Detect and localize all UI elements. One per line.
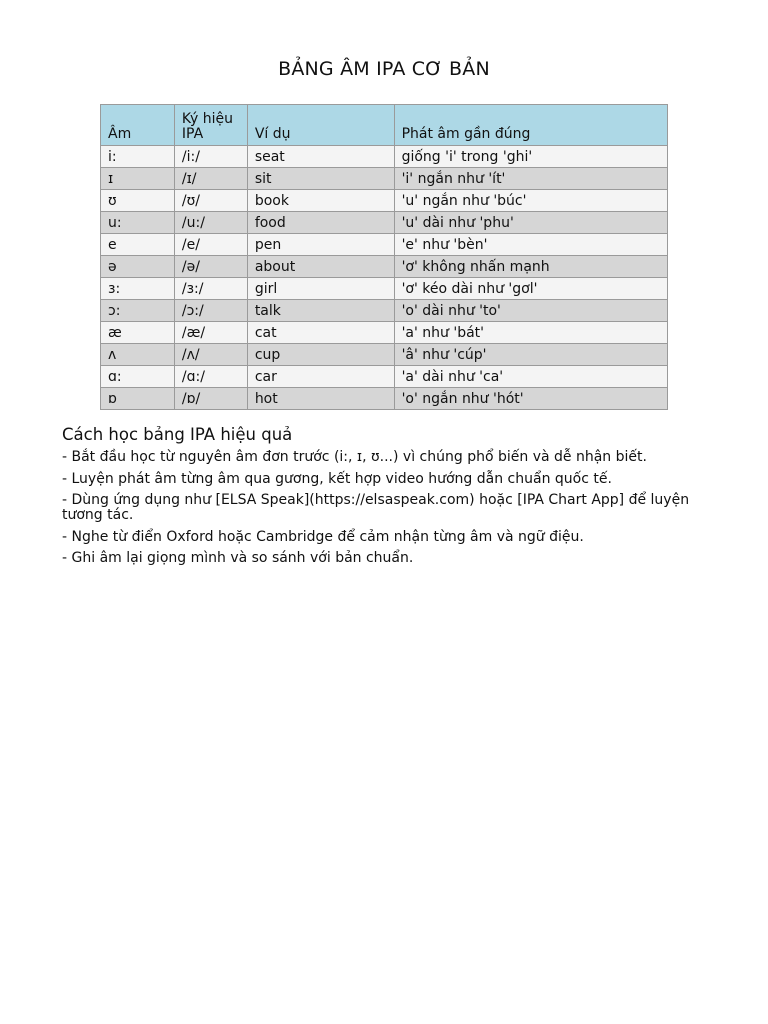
table-row xyxy=(101,344,668,366)
cell-sound: æ xyxy=(101,322,175,344)
table-row xyxy=(101,168,668,190)
cell-example: car xyxy=(247,366,394,388)
cell-sound: ə xyxy=(101,256,175,278)
column-header-example: Ví dụ xyxy=(247,105,394,146)
ipa-table xyxy=(100,104,668,410)
table-row xyxy=(101,146,668,168)
cell-example: girl xyxy=(247,278,394,300)
cell-sound: ʊ xyxy=(101,190,175,212)
list-item: - Nghe từ điển Oxford hoặc Cambridge để cảm nhận từng âm và ngữ điệu. xyxy=(62,528,584,545)
cell-approx-pronunciation: 'ơ' không nhấn mạnh xyxy=(394,256,667,278)
cell-ipa-symbol: /ɑ:/ xyxy=(174,366,247,388)
cell-sound: i: xyxy=(101,146,175,168)
cell-ipa-symbol: /ɒ/ xyxy=(174,388,247,410)
cell-ipa-symbol: /æ/ xyxy=(174,322,247,344)
cell-example: hot xyxy=(247,388,394,410)
table-body xyxy=(101,146,668,410)
cell-approx-pronunciation: 'e' như 'bèn' xyxy=(394,234,667,256)
column-header-sound: Âm xyxy=(101,105,175,146)
cell-approx-pronunciation: 'a' dài như 'ca' xyxy=(394,366,667,388)
cell-example: food xyxy=(247,212,394,234)
cell-ipa-symbol: /u:/ xyxy=(174,212,247,234)
column-header-ipa-symbol: Ký hiệu IPA xyxy=(174,105,247,146)
cell-example: cat xyxy=(247,322,394,344)
table-row xyxy=(101,278,668,300)
page-title: BẢNG ÂM IPA CƠ BẢN xyxy=(278,58,490,80)
table-row xyxy=(101,322,668,344)
cell-sound: ɪ xyxy=(101,168,175,190)
cell-sound: ɜ: xyxy=(101,278,175,300)
cell-example: book xyxy=(247,190,394,212)
tips-list xyxy=(62,450,712,573)
cell-ipa-symbol: /e/ xyxy=(174,234,247,256)
cell-example: cup xyxy=(247,344,394,366)
table-row xyxy=(101,256,668,278)
section-heading: Cách học bảng IPA hiệu quả xyxy=(62,425,293,444)
cell-example: pen xyxy=(247,234,394,256)
column-header-approx-pronunciation: Phát âm gần đúng xyxy=(394,105,667,146)
cell-ipa-symbol: /ʊ/ xyxy=(174,190,247,212)
list-item: - Dùng ứng dụng như [ELSA Speak](https://elsaspeak.com) hoặc [IPA Chart App] để luyện tương tác. xyxy=(62,492,690,523)
cell-approx-pronunciation: 'â' như 'cúp' xyxy=(394,344,667,366)
cell-sound: u: xyxy=(101,212,175,234)
table-header-row xyxy=(101,105,668,146)
cell-ipa-symbol: /ɔ:/ xyxy=(174,300,247,322)
cell-example: seat xyxy=(247,146,394,168)
cell-approx-pronunciation: 'i' ngắn như 'ít' xyxy=(394,168,667,190)
cell-approx-pronunciation: 'u' dài như 'phu' xyxy=(394,212,667,234)
cell-approx-pronunciation: 'u' ngắn như 'búc' xyxy=(394,190,667,212)
cell-sound: ʌ xyxy=(101,344,175,366)
table-row xyxy=(101,388,668,410)
cell-ipa-symbol: /ʌ/ xyxy=(174,344,247,366)
cell-example: sit xyxy=(247,168,394,190)
cell-sound: ɔ: xyxy=(101,300,175,322)
cell-ipa-symbol: /ɪ/ xyxy=(174,168,247,190)
table-row xyxy=(101,212,668,234)
cell-ipa-symbol: /ɜ:/ xyxy=(174,278,247,300)
list-item: - Luyện phát âm từng âm qua gương, kết hợp video hướng dẫn chuẩn quốc tế. xyxy=(62,470,612,487)
cell-sound: e xyxy=(101,234,175,256)
cell-approx-pronunciation: 'o' dài như 'to' xyxy=(394,300,667,322)
table-row xyxy=(101,190,668,212)
cell-approx-pronunciation: 'ơ' kéo dài như 'gơl' xyxy=(394,278,667,300)
cell-sound: ɒ xyxy=(101,388,175,410)
cell-approx-pronunciation: 'o' ngắn như 'hót' xyxy=(394,388,667,410)
cell-ipa-symbol: /ə/ xyxy=(174,256,247,278)
cell-sound: ɑ: xyxy=(101,366,175,388)
cell-ipa-symbol: /i:/ xyxy=(174,146,247,168)
list-item: - Ghi âm lại giọng mình và so sánh với bản chuẩn. xyxy=(62,550,414,566)
table-row xyxy=(101,366,668,388)
cell-approx-pronunciation: 'a' như 'bát' xyxy=(394,322,667,344)
table-row xyxy=(101,300,668,322)
list-item: - Bắt đầu học từ nguyên âm đơn trước (i:, ɪ, ʊ...) vì chúng phổ biến và dễ nhận biết. xyxy=(62,449,647,465)
cell-example: about xyxy=(247,256,394,278)
cell-approx-pronunciation: giống 'i' trong 'ghi' xyxy=(394,146,667,168)
cell-example: talk xyxy=(247,300,394,322)
table-row xyxy=(101,234,668,256)
